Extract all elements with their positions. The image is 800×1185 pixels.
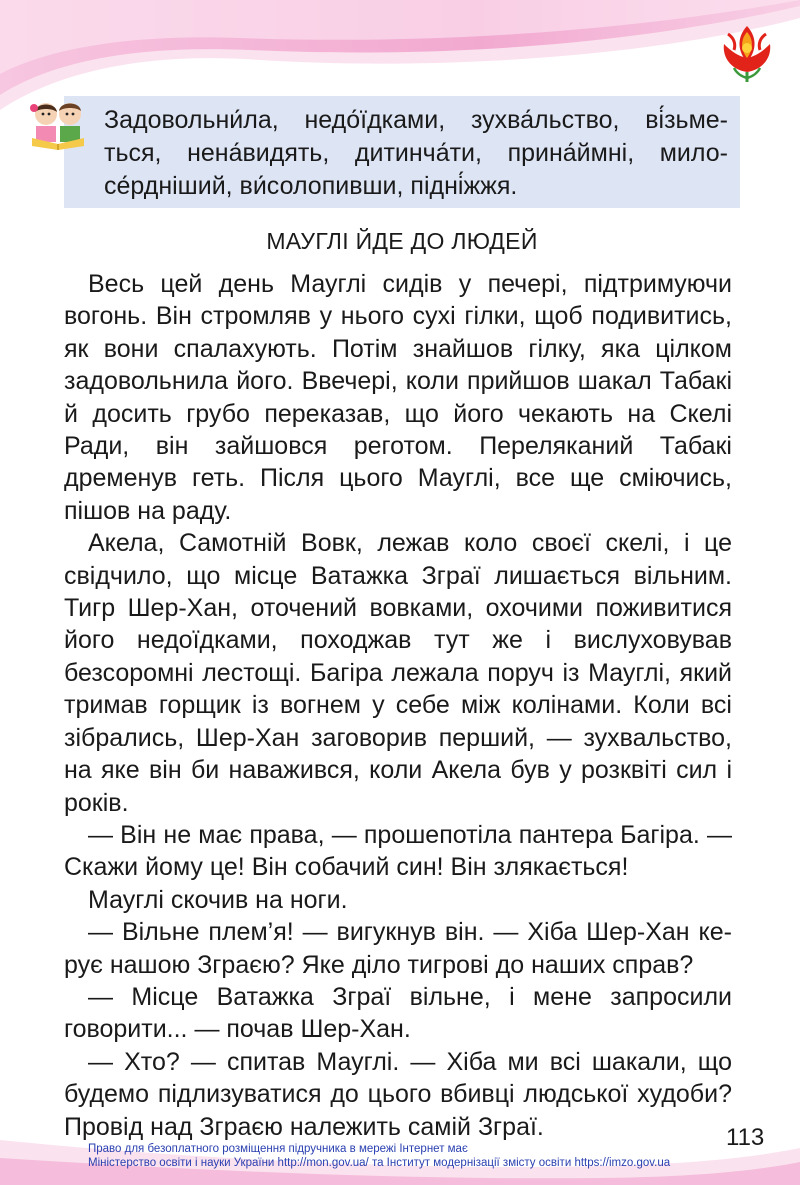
footer-line-2: Міністерство освіти і науки України http://mon.gov.ua/ та Інститут модернізації змісту освіти https://imzo.gov.ua bbox=[88, 1157, 671, 1169]
footer-note bbox=[88, 1142, 728, 1170]
paragraph: — Вільне плем’я! — вигукнув він. — Хіба Шер-Хан керує нашою Зграєю? Яке діло тигрові до наших справ? bbox=[64, 918, 732, 979]
story-text bbox=[64, 268, 732, 1143]
reading-kids-icon bbox=[26, 98, 90, 150]
paragraph: Мауглі скочив на ноги. bbox=[88, 885, 348, 914]
vocab-line: се́рдніший, ви́солопивши, підні́жжя. bbox=[104, 172, 518, 200]
vocabulary-box bbox=[64, 96, 740, 208]
paragraph: — Місце Ватажка Зграї вільне, і мене запросили говорити... — почав Шер-Хан. bbox=[64, 982, 732, 1044]
paragraph: — Він не має права, — прошепотіла пантера Багіра. — Скажи йому це! Він собачий син! Він злякається! bbox=[64, 820, 732, 882]
vocab-line: Задовольни́ла, недо́їдками, зухва́льство, ві́зьме- bbox=[104, 106, 728, 134]
story-title: МАУГЛІ ЙДЕ ДО ЛЮДЕЙ bbox=[266, 228, 538, 254]
flower-ornament-icon bbox=[718, 22, 776, 84]
paragraph: — Хто? — спитав Мауглі. — Хіба ми всі шакали, що будемо підлизуватися до цього вбивці людської худоби? Провід над Зграєю належить самій Зграї. bbox=[64, 1047, 732, 1141]
vocab-line: ться, нена́видять, дитинча́ти, прина́ймні, мило- bbox=[104, 139, 728, 167]
paragraph: Акела, Самотній Вовк, лежав коло своєї скелі, і це свідчило, що місце Ватажка Зграї лишається вільним. Тигр Шер-Хан, оточений вовками, охочими поживитися його недоїдками, походжав тут же і вислуховував безсоромні лестощі. Багіра лежала поруч із Мауглі, який тримав горщик із вогнем у себе між колінами. Коли всі зібрались, Шер-Хан заговорив перший, — зухвальство, на яке він би наважився, коли Акела був у розквіті сил і років. bbox=[64, 529, 732, 817]
paragraph: Весь цей день Мауглі сидів у печері, підтримуючи вогонь. Він стромляв у нього сухі гілки, щоб подивитись, як вони спалахують. Потім знайшов гілку, яка цілком задовольнила його. Ввечері, коли прийшов шакал Табакі й досить грубо переказав, що його чекають на Скелі Ради, він зайшовся реготом. Переляканий Табакі дременув геть. Після цього Мауглі, все ще сміючись, пішов на раду. bbox=[64, 270, 732, 525]
footer-line-1: Право для безоплатного розміщення підручника в мережі Інтернет має bbox=[88, 1143, 468, 1155]
page-number: 113 bbox=[726, 1124, 765, 1151]
